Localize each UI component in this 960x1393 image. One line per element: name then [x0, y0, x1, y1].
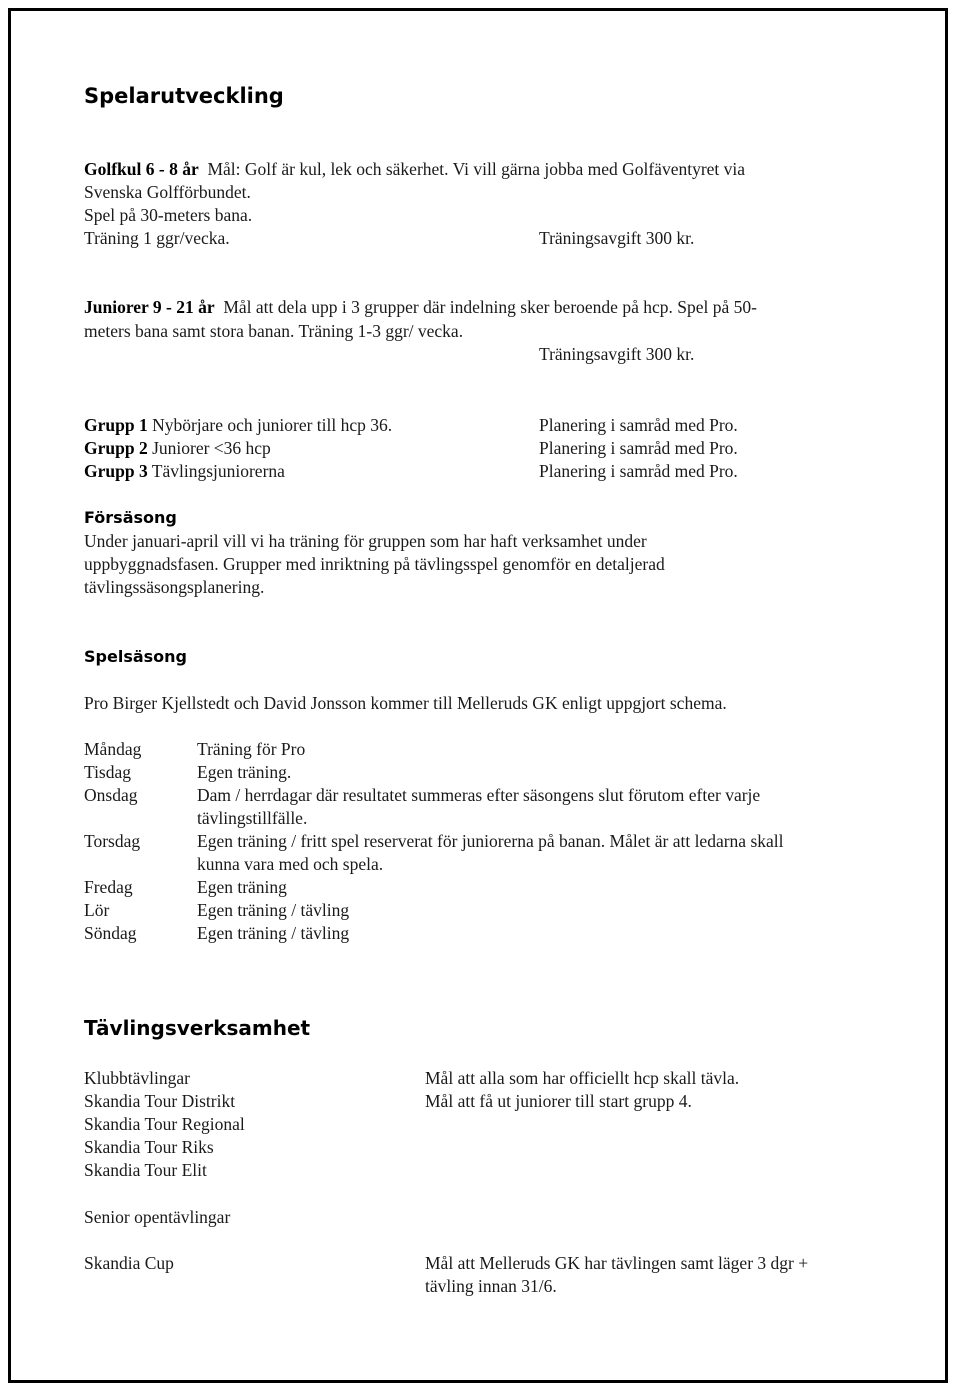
- golfkul-line3: Spel på 30-meters bana.: [84, 205, 253, 225]
- group-plan-2: Planering i samråd med Pro.: [539, 438, 738, 458]
- forsasong-line2: uppbyggnadsfasen. Grupper med inriktning på tävlingsspel genomför en detaljerad: [84, 554, 665, 574]
- skandia-cup-goal-cont: tävling innan 31/6.: [425, 1276, 557, 1296]
- senior-open: Senior opentävlingar: [84, 1207, 231, 1227]
- golfkul-line2: Svenska Golfförbundet.: [84, 182, 251, 202]
- schedule-activity: Egen träning / tävling: [197, 900, 350, 920]
- group-label: Grupp 1: [84, 415, 148, 435]
- schedule-activity: Egen träning / fritt spel reserverat för juniorerna på banan. Målet är att ledarna skall: [197, 831, 784, 851]
- competition-name: Klubbtävlingar: [84, 1068, 190, 1088]
- schedule-activity: Egen träning / tävling: [197, 923, 350, 943]
- forsasong-line1: Under januari-april vill vi ha träning för gruppen som har haft verksamhet under: [84, 531, 647, 551]
- group-text: Juniorer <36 hcp: [152, 438, 271, 458]
- group-label: Grupp 2: [84, 438, 148, 458]
- golfkul-text1: Mål: Golf är kul, lek och säkerhet. Vi vill gärna jobba med Golfäventyret via: [207, 159, 746, 179]
- competition-goal: Mål att få ut juniorer till start grupp 4.: [425, 1091, 692, 1111]
- group-plan-1: Planering i samråd med Pro.: [539, 415, 738, 435]
- schedule-activity-cont: tävlingstillfälle.: [197, 808, 308, 828]
- group-text: Nybörjare och juniorer till hcp 36.: [152, 415, 393, 435]
- juniorer-line1: [84, 296, 757, 319]
- group-row-1: [84, 414, 392, 437]
- schedule-activity-cont: kunna vara med och spela.: [197, 854, 384, 874]
- schedule-day: Fredag: [84, 877, 133, 897]
- juniorer-line2: meters bana samt stora banan. Träning 1-3 ggr/ vecka.: [84, 321, 464, 341]
- golfkul-label: Golfkul 6 - 8 år: [84, 159, 199, 179]
- schedule-activity: Egen träning: [197, 877, 287, 897]
- spelsasong-heading: Spelsäsong: [84, 647, 187, 666]
- page-title: Spelarutveckling: [84, 84, 284, 108]
- schedule-day: Tisdag: [84, 762, 132, 782]
- group-text: Tävlingsjuniorerna: [151, 461, 285, 481]
- juniorer-fee: Träningsavgift 300 kr.: [539, 344, 695, 364]
- spelsasong-intro: Pro Birger Kjellstedt och David Jonsson kommer till Melleruds GK enligt uppgjort schema.: [84, 693, 727, 713]
- group-row-2: [84, 437, 271, 460]
- golfkul-training: Träning 1 ggr/vecka.: [84, 228, 230, 248]
- group-row-3: [84, 460, 285, 483]
- competition-name: Skandia Tour Riks: [84, 1137, 214, 1157]
- schedule-day: Onsdag: [84, 785, 138, 805]
- forsasong-heading: Försäsong: [84, 508, 177, 527]
- forsasong-line3: tävlingssäsongsplanering.: [84, 577, 265, 597]
- skandia-cup-goal: Mål att Melleruds GK har tävlingen samt läger 3 dgr +: [425, 1253, 809, 1273]
- schedule-activity: Träning för Pro: [197, 739, 306, 759]
- competition-name: Skandia Tour Elit: [84, 1160, 207, 1180]
- schedule-day: Måndag: [84, 739, 142, 759]
- juniorer-label: Juniorer 9 - 21 år: [84, 297, 215, 317]
- juniorer-text1: Mål att dela upp i 3 grupper där indelning sker beroende på hcp. Spel på 50-: [223, 297, 757, 317]
- schedule-activity: Egen träning.: [197, 762, 292, 782]
- schedule-day: Söndag: [84, 923, 137, 943]
- competition-name: Skandia Tour Regional: [84, 1114, 245, 1134]
- competition-goal: Mål att alla som har officiellt hcp skall tävla.: [425, 1068, 740, 1088]
- schedule-day: Lör: [84, 900, 110, 920]
- group-plan-3: Planering i samråd med Pro.: [539, 461, 738, 481]
- group-label: Grupp 3: [84, 461, 148, 481]
- competition-name: Skandia Tour Distrikt: [84, 1091, 236, 1111]
- tavling-heading: Tävlingsverksamhet: [84, 1016, 311, 1040]
- schedule-day: Torsdag: [84, 831, 141, 851]
- schedule-activity: Dam / herrdagar där resultatet summeras efter säsongens slut förutom efter varje: [197, 785, 761, 805]
- golfkul-fee: Träningsavgift 300 kr.: [539, 228, 695, 248]
- skandia-cup: Skandia Cup: [84, 1253, 174, 1273]
- golfkul-line1: [84, 158, 745, 181]
